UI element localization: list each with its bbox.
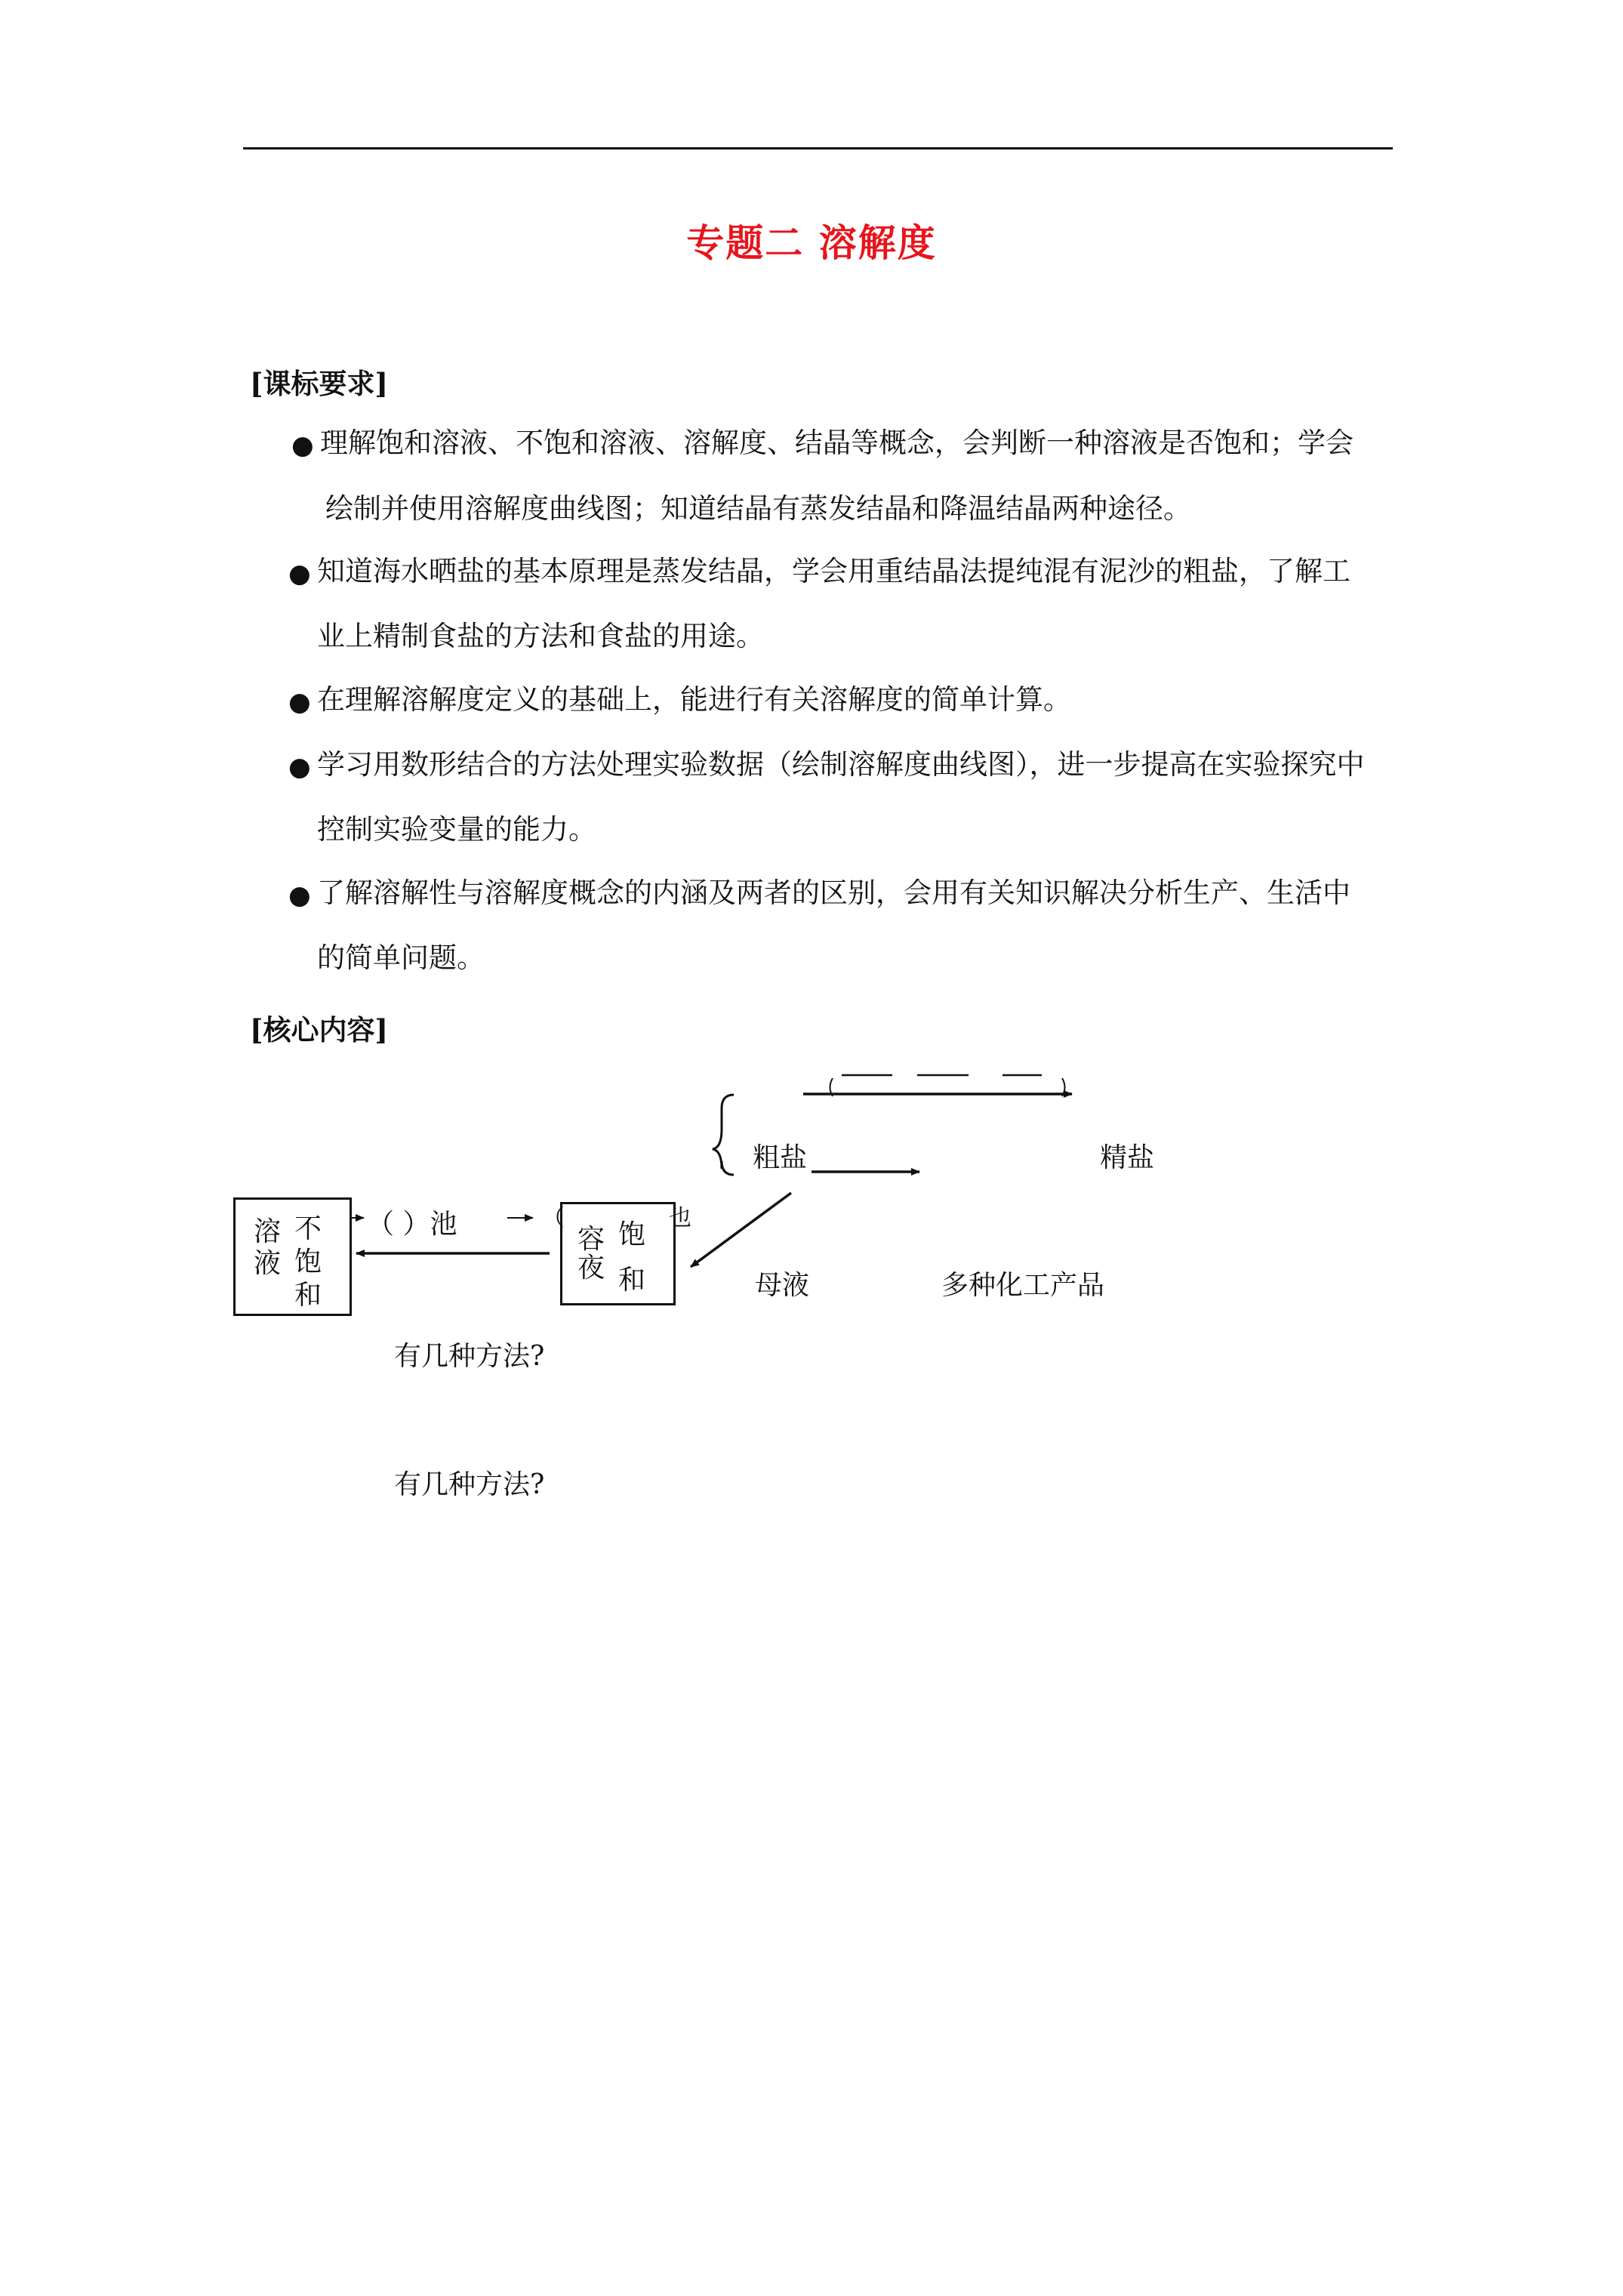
bullet-mark: ● [288,752,311,782]
crude-salt-label: 粗盐 [753,1142,808,1173]
chemical-products-label: 多种化工产品 [941,1270,1105,1301]
bullet-text: 控制实验变量的能力。 [317,813,596,846]
section-heading-requirements: [课标要求] [250,367,389,400]
box-char: 和 [618,1265,646,1296]
bullet-text: 绘制并使用溶解度曲线图；知道结晶有蒸发结晶和降温结晶两种途径。 [325,492,1191,525]
bullet-text: 了解溶解性与溶解度概念的内涵及两者的区别，会用有关知识解决分析生产、生活中 [317,877,1350,909]
bullet-text: 业上精制食盐的方法和食盐的用途。 [317,620,764,652]
bullet-text: 学习用数形结合的方法处理实验数据（绘制溶解度曲线图），进一步提高在实验探究中 [317,748,1365,781]
unsaturated-solution-box [233,1197,352,1316]
question-text: 有几种方法? [394,1469,545,1500]
bullet-text: 在理解溶解度定义的基础上，能进行有关溶解度的简单计算。 [317,683,1071,716]
bullet-text: 的简单问题。 [317,942,485,974]
bullet-mark: ● [288,880,311,911]
bullet-text: 理解饱和溶液、不饱和溶液、溶解度、结晶等概念，会判断一种溶液是否饱和；学会 [320,427,1354,459]
bullet-mark: ● [288,559,311,589]
question-text: 有几种方法? [394,1341,545,1372]
bullet-text: 知道海水晒盐的基本原理是蒸发结晶，学会用重结晶法提纯混有泥沙的粗盐，了解工 [317,555,1350,587]
box-char: 容 [577,1224,605,1255]
mother-liquor-label: 母液 [755,1270,810,1301]
brace [713,1095,734,1175]
pool-label-fragment: 也 [669,1205,691,1231]
saturated-solution-box [560,1202,676,1305]
pool-label-fragment: （ [542,1205,565,1231]
pool-label: （ ）池 [367,1209,457,1240]
page-title: 专题二 溶解度 [686,220,937,265]
section-heading-core-content: [核心内容] [250,1013,389,1046]
bullet-mark: ● [291,430,314,461]
bullet-mark: ● [288,687,311,717]
box-char: 液 [254,1248,282,1279]
arrow-to-mother-liquor [691,1193,791,1267]
box-char: 饱 [294,1247,322,1277]
box-char: 不 [294,1213,322,1244]
refined-salt-label: 精盐 [1100,1142,1155,1173]
box-char: 溶 [254,1216,282,1247]
box-char: 和 [294,1280,322,1311]
box-char: 夜 [577,1253,605,1284]
box-char: 饱 [618,1219,646,1250]
